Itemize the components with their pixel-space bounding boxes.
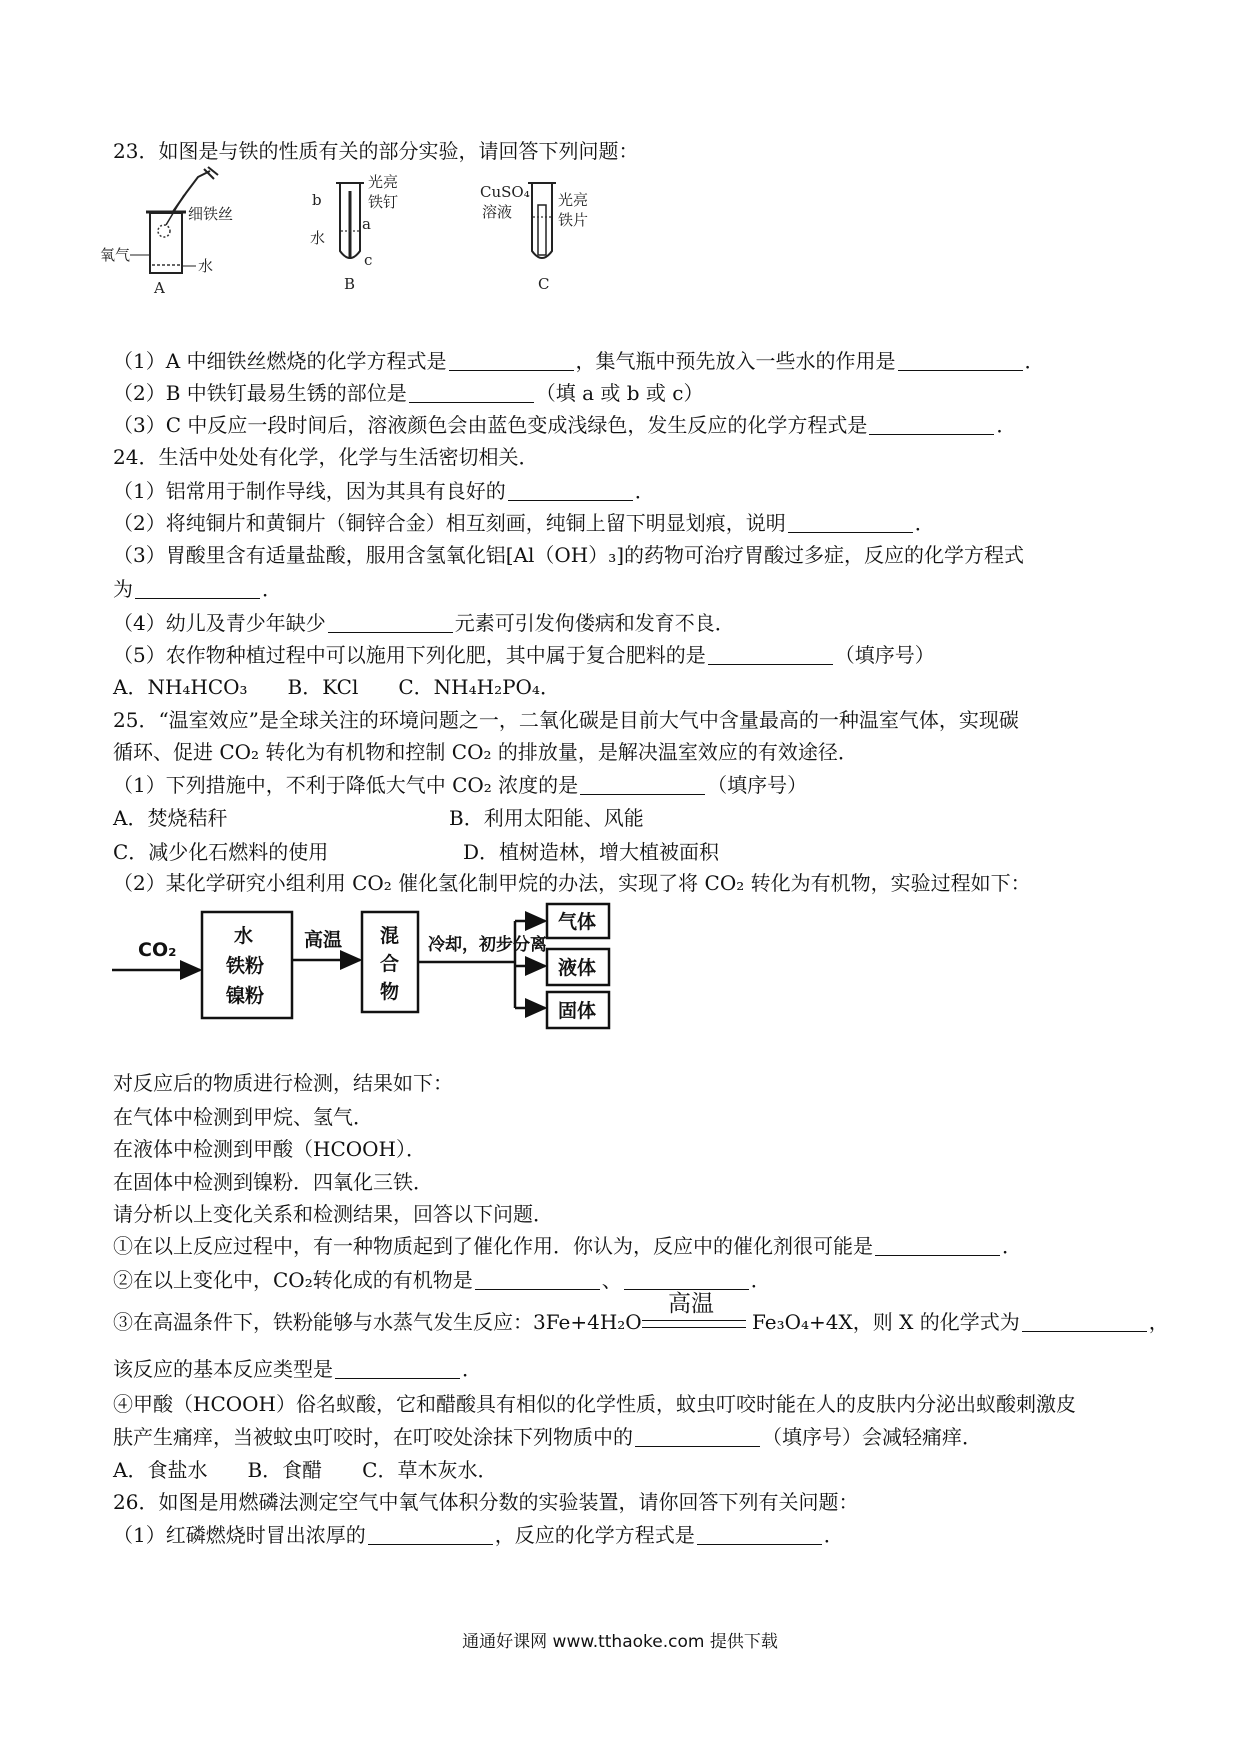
caption-c: C bbox=[538, 275, 550, 293]
answer-blank[interactable] bbox=[869, 414, 994, 435]
q24-part3: （3）胃酸里含有适量盐酸，服用含氢氧化铝[Al（OH）₃]的药物可治疗胃酸过多症，反应的化学方程式 bbox=[113, 543, 1025, 567]
q26-part1: （1）红磷燃烧时冒出浓厚的 ，反应的化学方程式是 ． bbox=[113, 1523, 844, 1547]
answer-blank[interactable] bbox=[368, 1524, 493, 1545]
q25-sub3-eq: ③在高温条件下，铁粉能够与水蒸气发生反应：3Fe+4H₂O bbox=[113, 1310, 642, 1334]
q25-option-b: B．利用太阳能、风能 bbox=[449, 806, 644, 830]
flow-box2-line3: 物 bbox=[380, 981, 400, 1003]
flow-output-solid: 固体 bbox=[558, 1000, 597, 1022]
answer-blank[interactable] bbox=[875, 1235, 1000, 1256]
answer-blank[interactable] bbox=[624, 1269, 749, 1290]
flow-arrow2-label: 冷却，初步分离 bbox=[428, 935, 547, 955]
caption-a: A bbox=[154, 279, 165, 295]
process-flow-diagram bbox=[110, 900, 700, 1040]
q25-result-liquid: 在液体中检测到甲酸（HCOOH）． bbox=[113, 1137, 426, 1161]
q23-part1: （1）A 中细铁丝燃烧的化学方程式是 ，集气瓶中预先放入一些水的作用是 ． bbox=[113, 349, 1045, 373]
label-water-a: 水 bbox=[198, 257, 214, 275]
q25-sub4-line2: 肤产生痛痒，当被蚊虫叮咬时，在叮咬处涂抹下列物质中的 （填序号）会减轻痛痒． bbox=[113, 1425, 982, 1449]
q25-result-intro: 对反应后的物质进行检测，结果如下： bbox=[113, 1071, 453, 1095]
answer-blank[interactable] bbox=[898, 350, 1023, 371]
answer-blank[interactable] bbox=[508, 480, 633, 501]
flow-output-gas: 气体 bbox=[558, 911, 597, 933]
apparatus-b bbox=[310, 173, 398, 293]
caption-b: B bbox=[344, 275, 356, 293]
q24-part3-cont: 为 ． bbox=[113, 577, 282, 601]
q25-option-d: D．植树造林，增大植被面积 bbox=[463, 840, 720, 864]
answer-blank[interactable] bbox=[708, 644, 833, 665]
q25-part1: （1）下列措施中，不利于降低大气中 CO₂ 浓度的是 （填序号） bbox=[113, 773, 808, 797]
answer-blank[interactable] bbox=[335, 1358, 460, 1379]
label-gas: 氧气 bbox=[100, 246, 131, 264]
label-b-c: c bbox=[364, 251, 373, 269]
answer-blank[interactable] bbox=[635, 1426, 760, 1447]
q26-title: 26．如图是用燃磷法测定空气中氧气体积分数的实验装置，请你回答下列有关问题： bbox=[113, 1490, 859, 1514]
flow-output-liquid: 液体 bbox=[558, 957, 597, 979]
answer-blank[interactable] bbox=[449, 350, 574, 371]
label-solution: 溶液 bbox=[482, 203, 513, 221]
q25-sub2: ②在以上变化中，CO₂转化成的有机物是 、 ． bbox=[113, 1268, 771, 1292]
label-b-nail1: 光亮 bbox=[368, 173, 399, 191]
q24-part2: （2）将纯铜片和黄铜片（铜锌合金）相互刻画，纯铜上留下明显划痕，说明 ． bbox=[113, 511, 935, 535]
flow-box2-line2: 合 bbox=[380, 953, 400, 975]
q25-result-solid: 在固体中检测到镍粉．四氧化三铁． bbox=[113, 1170, 433, 1194]
q25-sub1: ①在以上反应过程中，有一种物质起到了催化作用．你认为，反应中的催化剂很可能是 ． bbox=[113, 1234, 1022, 1258]
q25-sub3-eq-right: Fe₃O₄+4X，则 X 的化学式为 ， bbox=[752, 1310, 1169, 1334]
q25-sub4-options: A．食盐水 B．食醋 C．草木灰水． bbox=[113, 1458, 498, 1482]
answer-blank[interactable] bbox=[475, 1269, 600, 1290]
q25-analyze: 请分析以上变化关系和检测结果，回答以下问题． bbox=[113, 1202, 553, 1226]
reaction-equals-sign bbox=[642, 1320, 746, 1328]
page-footer: 通通好课网 www.tthaoke.com 提供下载 bbox=[462, 1632, 778, 1652]
answer-blank[interactable] bbox=[580, 774, 705, 795]
answer-blank[interactable] bbox=[697, 1524, 822, 1545]
answer-blank[interactable] bbox=[135, 578, 260, 599]
q25-option-c: C．减少化石燃料的使用 bbox=[113, 840, 329, 864]
q24-options: A．NH₄HCO₃ B．KCl C．NH₄H₂PO₄． bbox=[113, 675, 560, 699]
flow-arrow1-label: 高温 bbox=[304, 929, 343, 951]
q25-result-gas: 在气体中检测到甲烷、氢气． bbox=[113, 1105, 373, 1129]
flow-box1-line3: 镍粉 bbox=[226, 985, 265, 1007]
q25-sub4-line1: ④甲酸（HCOOH）俗名蚁酸，它和醋酸具有相似的化学性质，蚊虫叮咬时能在人的皮肤内分泌出蚁酸刺激皮 bbox=[113, 1392, 1076, 1416]
label-wire: 细铁丝 bbox=[188, 205, 234, 223]
q24-part5: （5）农作物种植过程中可以施用下列化肥，其中属于复合肥料的是 （填序号） bbox=[113, 643, 935, 667]
q24-part4: （4）幼儿及青少年缺少 元素可引发佝偻病和发育不良． bbox=[113, 611, 735, 635]
label-plate1: 光亮 bbox=[558, 191, 589, 209]
label-b-nail2: 铁钉 bbox=[368, 193, 399, 211]
q23-figure bbox=[100, 165, 600, 295]
flow-box1-line1: 水 bbox=[234, 925, 254, 947]
q23-part3: （3）C 中反应一段时间后，溶液颜色会由蓝色变成浅绿色，发生反应的化学方程式是 ． bbox=[113, 413, 1017, 437]
q23-part2: （2）B 中铁钉最易生锈的部位是 （填 a 或 b 或 c） bbox=[113, 381, 704, 405]
label-plate2: 铁片 bbox=[558, 211, 589, 229]
q25-sub3-type: 该反应的基本反应类型是 ． bbox=[113, 1357, 482, 1381]
answer-blank[interactable] bbox=[328, 612, 453, 633]
label-b-b: b bbox=[312, 191, 322, 209]
q25-option-a: A．焚烧秸秆 bbox=[113, 806, 228, 830]
flow-input-co2: CO₂ bbox=[138, 939, 177, 961]
apparatus-a bbox=[100, 167, 233, 295]
q24-part1: （1）铝常用于制作导线，因为其具有良好的 ． bbox=[113, 479, 655, 503]
reaction-condition-high-temp: 高温 bbox=[668, 1291, 714, 1317]
label-cuso4: CuSO₄ bbox=[480, 183, 530, 201]
answer-blank[interactable] bbox=[409, 382, 534, 403]
answer-blank[interactable] bbox=[1022, 1311, 1147, 1332]
flow-box1-line2: 铁粉 bbox=[226, 955, 265, 977]
label-b-a: a bbox=[362, 215, 371, 233]
q25-title-1: 25．“温室效应”是全球关注的环境问题之一，二氧化碳是目前大气中含量最高的一种温室气体，实现碳 bbox=[113, 708, 1019, 732]
label-b-water: 水 bbox=[310, 229, 326, 247]
apparatus-c bbox=[480, 183, 588, 293]
q24-title: 24．生活中处处有化学，化学与生活密切相关． bbox=[113, 445, 539, 469]
q25-part2: （2）某化学研究小组利用 CO₂ 催化氢化制甲烷的办法，实现了将 CO₂ 转化为有机物，实验过程如下： bbox=[113, 871, 1031, 895]
q25-title-2: 循环、促进 CO₂ 转化为有机物和控制 CO₂ 的排放量，是解决温室效应的有效途径． bbox=[113, 740, 858, 764]
flow-box2-line1: 混 bbox=[380, 925, 400, 947]
answer-blank[interactable] bbox=[788, 512, 913, 533]
q23-title: 23．如图是与铁的性质有关的部分实验，请回答下列问题： bbox=[113, 139, 639, 163]
